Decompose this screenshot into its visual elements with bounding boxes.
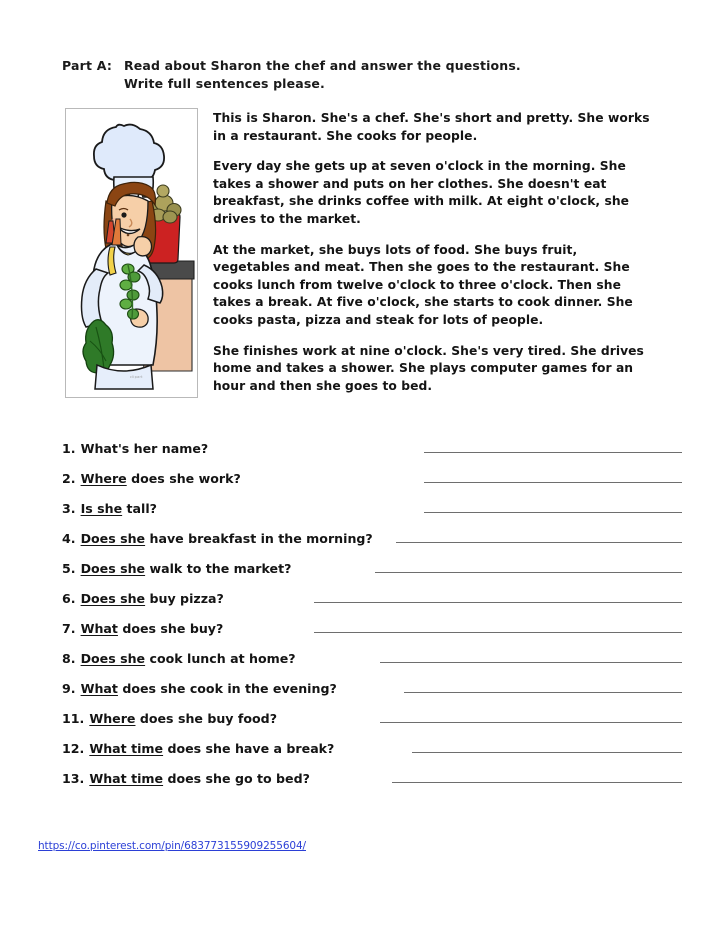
answer-line[interactable] [396,530,682,543]
question-body: have breakfast in the morning? [145,531,373,546]
question-body: does she cook in the evening? [117,681,337,696]
question-number: 13. [62,771,85,786]
illustration-signature: clipart [130,375,143,379]
question-row [62,500,682,530]
reading-passage [213,110,650,408]
question-row [62,530,682,560]
question-number: 2. [62,471,76,486]
answer-line[interactable] [314,620,682,633]
question-body: does she go to bed? [163,771,310,786]
question-number: 7. [62,621,76,636]
answer-line[interactable] [424,500,682,513]
source-url-link[interactable]: https://co.pinterest.com/pin/683773155909255604/ [38,840,306,852]
question-keyword: Does she [80,561,146,576]
question-body: does she have a break? [163,741,335,756]
question-body: does she buy? [117,621,224,636]
question-keyword: Does she [80,591,146,606]
question-number: 6. [62,591,76,606]
question-row [62,770,682,800]
instruction-block [124,58,521,91]
question-row [62,680,682,710]
question-text [89,771,310,786]
question-text [81,591,224,606]
instruction-line-1: Read about Sharon the chef and answer the questions. [124,58,521,73]
question-keyword: What time [89,741,164,756]
question-number: 5. [62,561,76,576]
question-row [62,650,682,680]
question-row [62,740,682,770]
answer-line[interactable] [380,710,682,723]
answer-line[interactable] [392,770,682,783]
passage-paragraph: Every day she gets up at seven o'clock in the morning. She takes a shower and puts on her clothes. She doesn't eat breakfast, she drinks coffee with milk. At eight o'clock, she drives to the market. [213,159,630,226]
question-keyword: Does she [80,531,146,546]
question-row [62,440,682,470]
question-body: walk to the market? [145,561,292,576]
question-text [81,441,209,456]
question-text [81,681,337,696]
question-body: does she work? [126,471,241,486]
question-text [81,471,241,486]
question-number: 9. [62,681,76,696]
question-row [62,470,682,500]
question-row [62,590,682,620]
question-keyword: What time [89,771,164,786]
question-keyword: Where [80,471,127,486]
answer-line[interactable] [375,560,682,573]
part-label: Part A: [62,58,113,73]
question-text [89,711,277,726]
question-number: 3. [62,501,76,516]
question-text [81,561,292,576]
question-body: What's her name? [80,441,209,456]
question-number: 4. [62,531,76,546]
question-text [81,531,373,546]
question-keyword: What [80,621,118,636]
question-body: does she buy food? [135,711,278,726]
question-list [62,440,682,800]
answer-line[interactable] [314,590,682,603]
answer-line[interactable] [424,470,682,483]
worksheet-header [62,58,521,91]
question-body: buy pizza? [145,591,224,606]
passage-paragraph: She finishes work at nine o'clock. She's very tired. She drives home and takes a shower. She plays computer games for an hour and then she goes to bed. [213,343,644,393]
chef-illustration [65,108,198,398]
instruction-line-2: Write full sentences please. [124,76,325,91]
answer-line[interactable] [424,440,682,453]
question-body: cook lunch at home? [145,651,296,666]
question-row [62,620,682,650]
question-number: 12. [62,741,85,756]
answer-line[interactable] [404,680,682,693]
passage-paragraph: This is Sharon. She's a chef. She's short and pretty. She works in a restaurant. She cooks for people. [213,111,650,143]
chef-illustration-graphic [66,109,197,397]
question-number: 11. [62,711,85,726]
question-number: 1. [62,441,76,456]
question-body: tall? [122,501,157,516]
question-text [81,651,296,666]
question-keyword: Is she [80,501,123,516]
question-keyword: What [80,681,118,696]
question-keyword: Does she [80,651,146,666]
question-text [81,621,224,636]
answer-line[interactable] [380,650,682,663]
question-row [62,710,682,740]
question-keyword: Where [89,711,136,726]
question-row [62,560,682,590]
question-number: 8. [62,651,76,666]
question-text [89,741,334,756]
passage-paragraph: At the market, she buys lots of food. She buys fruit, vegetables and meat. Then she goes to the restaurant. She cooks lunch from twelve o'clock to three o'clock. Then she takes a break. At five o'clock, she starts to cook dinner. She cooks pasta, pizza and steak for lots of people. [213,242,633,327]
question-text [81,501,157,516]
answer-line[interactable] [412,740,682,753]
